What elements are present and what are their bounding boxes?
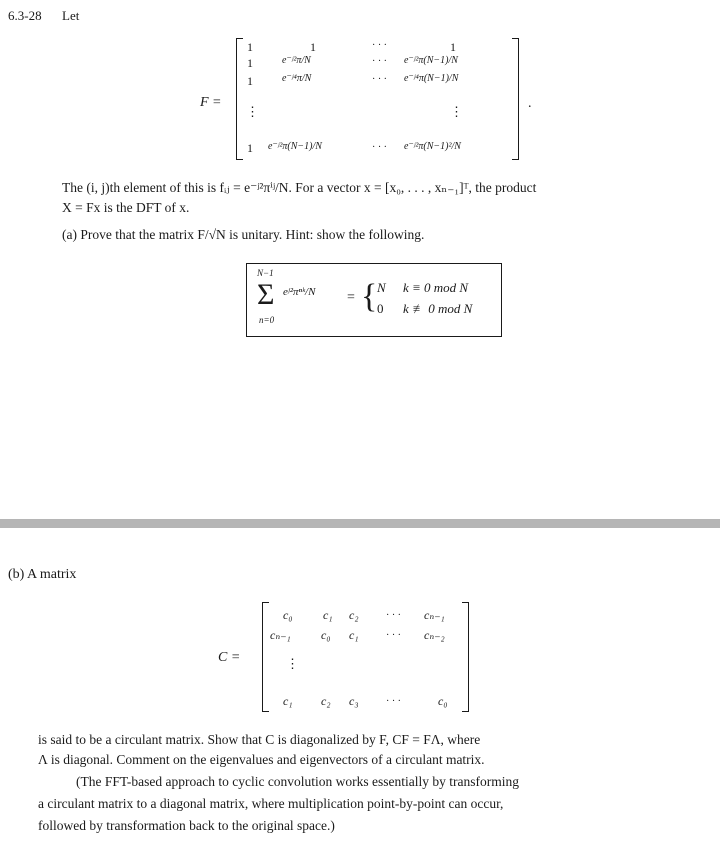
case1-value: N: [377, 280, 386, 295]
partA-line1: The (i, j)th element of this is fᵢⱼ = e⁻ʲ²πⁱʲ/N. For a vector x = [x₀, . . . , xₙ₋₁]ᵀ, the product: [62, 180, 537, 195]
F-label: F =: [200, 95, 222, 110]
C-cell: · · ·: [386, 630, 401, 641]
C-cell: · · ·: [386, 696, 401, 707]
C-cell: c₁: [349, 628, 359, 642]
sum-upper-limit: N−1: [257, 268, 274, 278]
problem-number: 6.3-28: [8, 8, 42, 23]
C-cell: c₀: [438, 694, 448, 708]
hint-formula-box: [246, 263, 502, 337]
sum-symbol: Σ: [257, 278, 275, 311]
F-cell: e⁻ʲ²π(N−1)/N: [268, 141, 322, 152]
let-word: Let: [62, 8, 80, 23]
C-cell: cₙ₋₂: [424, 628, 445, 642]
F-cell: 1: [247, 74, 253, 88]
F-cell: e⁻ʲ²π(N−1)/N: [404, 55, 458, 66]
F-trailing-dot: .: [528, 96, 532, 111]
sum-lower-limit: n=0: [259, 315, 275, 325]
F-vdots: ⋮: [246, 104, 259, 119]
C-cell: c₂: [321, 694, 331, 708]
partB-line1: is said to be a circulant matrix. Show that C is diagonalized by F, CF = FΛ, where: [38, 732, 481, 747]
C-cell: c₂: [349, 608, 359, 622]
case1-condition: k ≡ 0 mod N: [403, 280, 469, 295]
C-cell: · · ·: [386, 610, 401, 621]
C-cell: cₙ₋₁: [270, 628, 291, 642]
F-cell: 1: [310, 40, 316, 54]
F-cell: e⁻ʲ²π/N: [282, 55, 311, 66]
case2-condition: k ≢ 0 mod N: [403, 301, 473, 316]
C-vdots: ⋮: [286, 656, 299, 671]
sum-equals: =: [347, 290, 355, 305]
C-cell: c₀: [321, 628, 331, 642]
C-label: C =: [218, 650, 241, 665]
F-cell: 1: [247, 141, 253, 155]
partB-line5: followed by transformation back to the original space.): [38, 818, 335, 833]
F-cell: e⁻ʲ⁴π/N: [282, 73, 312, 84]
case2-value: 0: [377, 301, 384, 316]
F-cell: 1: [450, 40, 456, 54]
sum-term: eʲ²πⁿᵏ/N: [283, 286, 316, 298]
C-cell: c₀: [283, 608, 293, 622]
F-cell: · · ·: [372, 40, 387, 51]
C-left-bracket: [262, 602, 269, 712]
partA-line2: X = Fx is the DFT of x.: [62, 200, 190, 215]
F-cell: · · ·: [372, 142, 387, 153]
partB-heading: (b) A matrix: [8, 567, 77, 582]
C-cell: c₁: [323, 608, 333, 622]
C-cell: c₃: [349, 694, 359, 708]
C-cell: c₁: [283, 694, 293, 708]
F-cell: e⁻ʲ²π(N−1)²/N: [404, 141, 461, 152]
F-cell: 1: [247, 40, 253, 54]
partA-line3: (a) Prove that the matrix F/√N is unitary. Hint: show the following.: [62, 227, 425, 242]
cases-brace: {: [361, 278, 378, 315]
partB-line4: a circulant matrix to a diagonal matrix, where multiplication point-by-point can occur,: [38, 796, 504, 811]
C-cell: cₙ₋₁: [424, 608, 445, 622]
F-cell: 1: [247, 56, 253, 70]
partB-line2: Λ is diagonal. Comment on the eigenvalues and eigenvectors of a circulant matrix.: [38, 752, 485, 767]
F-cell: · · ·: [372, 56, 387, 67]
F-cell: · · ·: [372, 74, 387, 85]
F-right-bracket: [512, 38, 519, 160]
C-right-bracket: [462, 602, 469, 712]
F-vdots: ⋮: [450, 104, 463, 119]
partB-line3: (The FFT-based approach to cyclic convolution works essentially by transforming: [76, 774, 520, 789]
F-cell: e⁻ʲ⁴π(N−1)/N: [404, 73, 459, 84]
F-left-bracket: [236, 38, 243, 160]
section-divider: [0, 519, 720, 528]
